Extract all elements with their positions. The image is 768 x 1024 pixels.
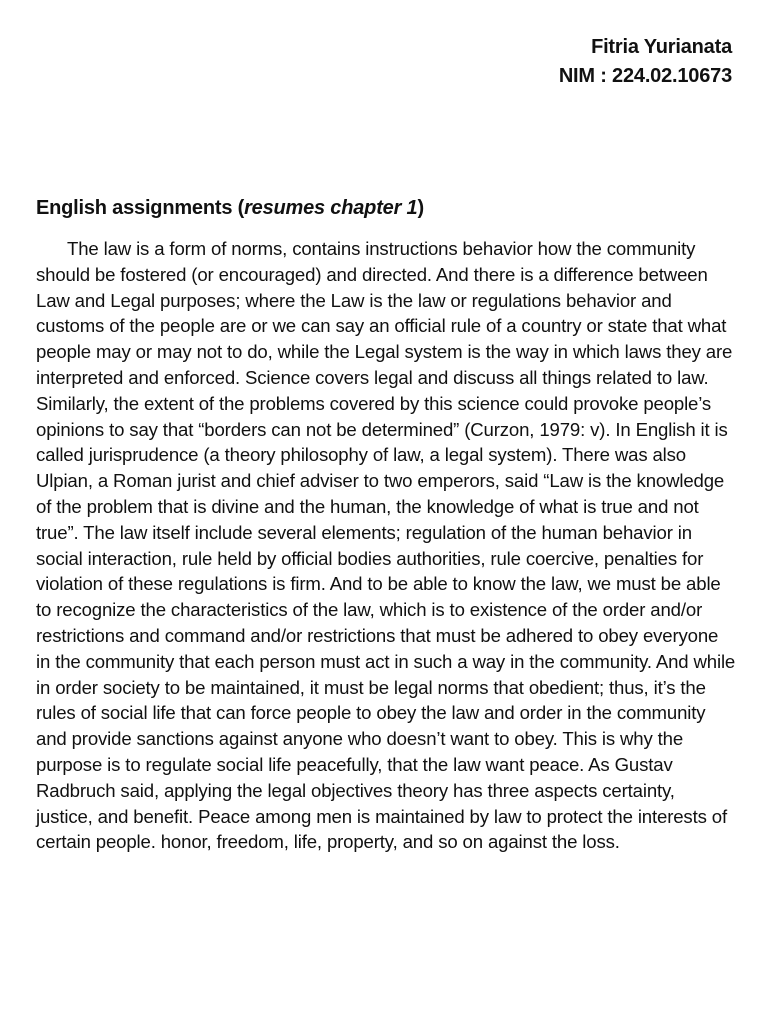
body-paragraph: The law is a form of norms, contains instructions behavior how the community should be fostered (or encouraged) and directed. And there is a difference between Law and Legal purposes; where the Law is the law or regulations behavior and customs of the people are or we can say an official rule of a country or state that what people may or may not to do, while the Legal system is the way in which laws they are interpreted and enforced. Science covers legal and discuss all things related to law. Similarly, the extent of the problems covered by this science could provoke people’s opinions to say that “borders can not be determined” (Curzon, 1979: v). In English it is called jurisprudence (a theory philosophy of law, a legal system). There was also Ulpian, a Roman jurist and chief adviser to two emperors, said “Law is the knowledge of the problem that is divine and the human, the knowledge of what is true and not true”. The law itself include several elements; regulation of the human behavior in social interaction, rule held by official bodies authorities, rule coercive, penalties for violation of these regulations is firm. And to be able to know the law, we must be able to recognize the characteristics of the law, which is to existence of the order and/or restrictions and command and/or restrictions that must be adhered to obey everyone in the community that each person must act in such a way in the community. And while in order society to be maintained, it must be legal norms that obedient; thus, it’s the rules of social life that can force people to obey the law and order in the community and provide sanctions against anyone who doesn’t want to obey. This is why the purpose is to regulate social life peacefully, that the law want peace. As Gustav Radbruch said, applying the legal objectives theory has three aspects certainty, justice, and benefit. Peace among men is maintained by law to protect the interests of certain people. honor, freedom, life, property, and so on against the loss. xyxy=(36,238,736,853)
title-prefix: English assignments ( xyxy=(36,197,245,219)
author-name: Fitria Yurianata xyxy=(591,36,732,58)
title-suffix: ) xyxy=(417,197,424,219)
title-italic: resumes chapter 1 xyxy=(244,197,418,219)
author-block xyxy=(559,33,732,91)
student-id: NIM : 224.02.10673 xyxy=(558,65,732,87)
document-title xyxy=(36,194,424,222)
